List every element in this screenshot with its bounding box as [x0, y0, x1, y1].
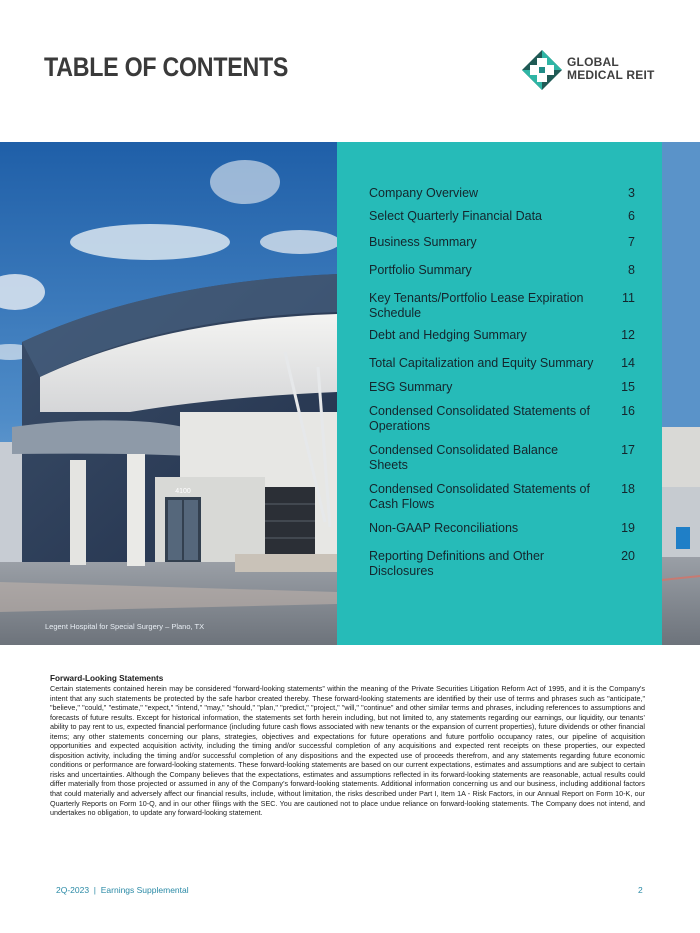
forward-looking-body: Certain statements contained herein may be considered “forward-looking statements” within the meaning of the Private Securities Litigation Reform Act of 1995, and it is the Company’s intent that any such statements be protected by the safe harbor created thereby. These forward-looking statements are identified by their use of terms and phrases such as "anticipate," "believe," "could," "estimate," "expect," "intend," "may," "should," "plan," "predict," "project," "will," "continue" and other similar terms and phrases, including references to assumptions and forecasts of future results. Except for historical information, the statements set forth herein including, but not limited to, any statements regarding our earnings, our liquidity, our tenants’ ability to pay rent to us, expected financial performance (including future cash flows associated with new tenants or the expansion of current properties), future dividends or other financial items; any other statements concerning our plans, strategies, objectives and expectations for future operations and future portfolio occupancy rates, our pipeline of acquisition opportunities and expected acquisition activity, including the timing and/or successful completion of any acquisitions and expected rent receipts on these properties, our expected disposition activity, including the timing and/or successful completion of any dispositions and the expected use of proceeds therefrom, and any statements regarding future economic conditions or performance are forward-looking statements. These forward-looking statements are based on our current expectations, estimates and assumptions and are subject to certain risks and uncertainties. Although the Company believes that the expectations, estimates and assumptions reflected in its forward-looking statements are reasonable, actual results could differ materially from those projected or assumed in any of the Company’s forward-looking statements. Additional information concerning us and our business, including additional factors that could materially and adversely affect our financial results, include, without limitation, the risks described under Part I, Item 1A - Risk Factors, in our Annual Report on Form 10-K, our Quarterly Reports on Form 10-Q, and in our other filings with the SEC. You are cautioned not to place undue reliance on forward-looking statements. The Company does not intend, and undertakes no obligation, to update any forward-looking statement. — [50, 684, 645, 818]
toc-item-statements-of-operations[interactable] — [369, 404, 635, 434]
toc-item-page: 15 — [621, 380, 635, 394]
toc-item-label: Condensed Consolidated Statements of Operations — [369, 404, 590, 433]
toc-item-page: 19 — [621, 521, 635, 535]
toc-item-non-gaap-reconciliations[interactable] — [369, 521, 635, 536]
toc-item-total-capitalization[interactable] — [369, 356, 635, 371]
toc-item-label: Condensed Consolidated Statements of Cash Flows — [369, 482, 590, 511]
toc-item-page: 20 — [621, 549, 635, 563]
forward-looking-title: Forward-Looking Statements — [50, 674, 164, 683]
toc-item-page: 6 — [628, 209, 635, 223]
toc-item-portfolio-summary[interactable] — [369, 263, 635, 278]
toc-item-label: Company Overview — [369, 186, 479, 200]
toc-item-label: Business Summary — [369, 235, 477, 249]
toc-item-page: 17 — [621, 443, 635, 457]
toc-list — [369, 186, 635, 579]
page-title: TABLE OF CONTENTS — [44, 52, 289, 82]
toc-item-page: 7 — [628, 235, 635, 249]
logo-mark-icon — [522, 50, 562, 90]
logo-line-2: MEDICAL REIT — [567, 68, 655, 82]
toc-item-business-summary[interactable] — [369, 235, 635, 250]
toc-item-label: Portfolio Summary — [369, 263, 472, 277]
toc-panel — [337, 142, 662, 645]
footer-page-number: 2 — [638, 885, 643, 895]
toc-item-label: Condensed Consolidated Balance Sheets — [369, 443, 559, 472]
toc-item-page: 8 — [628, 263, 635, 277]
toc-item-debt-and-hedging[interactable] — [369, 328, 635, 343]
toc-item-esg-summary[interactable] — [369, 380, 635, 395]
building-sign: 4100 — [175, 488, 191, 495]
logo-line-1: GLOBAL — [567, 55, 619, 69]
toc-item-label: ESG Summary — [369, 380, 453, 394]
toc-item-page: 14 — [621, 356, 635, 370]
toc-item-select-quarterly-financial-data[interactable] — [369, 209, 635, 224]
toc-item-key-tenants[interactable] — [369, 291, 635, 321]
photo-caption: Legent Hospital for Special Surgery – Plano, TX — [45, 622, 205, 631]
toc-item-label: Total Capitalization and Equity Summary — [369, 356, 594, 370]
toc-item-statements-of-cash-flows[interactable] — [369, 482, 635, 512]
toc-item-reporting-definitions[interactable] — [369, 549, 635, 579]
toc-item-balance-sheets[interactable] — [369, 443, 635, 473]
forward-looking-statements — [50, 674, 645, 818]
toc-item-page: 18 — [621, 482, 635, 496]
toc-item-company-overview[interactable] — [369, 186, 635, 201]
toc-item-page: 11 — [622, 291, 635, 305]
toc-item-page: 12 — [621, 328, 635, 342]
company-logo — [522, 48, 657, 90]
footer-document-label: 2Q-2023 | Earnings Supplemental — [56, 885, 189, 895]
toc-item-label: Key Tenants/Portfolio Lease Expiration Schedule — [369, 291, 584, 320]
toc-item-label: Debt and Hedging Summary — [369, 328, 527, 342]
toc-item-label: Select Quarterly Financial Data — [369, 209, 542, 223]
toc-item-label: Reporting Definitions and Other Disclosures — [369, 549, 545, 578]
toc-item-label: Non-GAAP Reconciliations — [369, 521, 519, 535]
logo-wordmark — [567, 56, 655, 82]
toc-item-page: 16 — [621, 404, 635, 418]
toc-item-page: 3 — [628, 186, 635, 200]
